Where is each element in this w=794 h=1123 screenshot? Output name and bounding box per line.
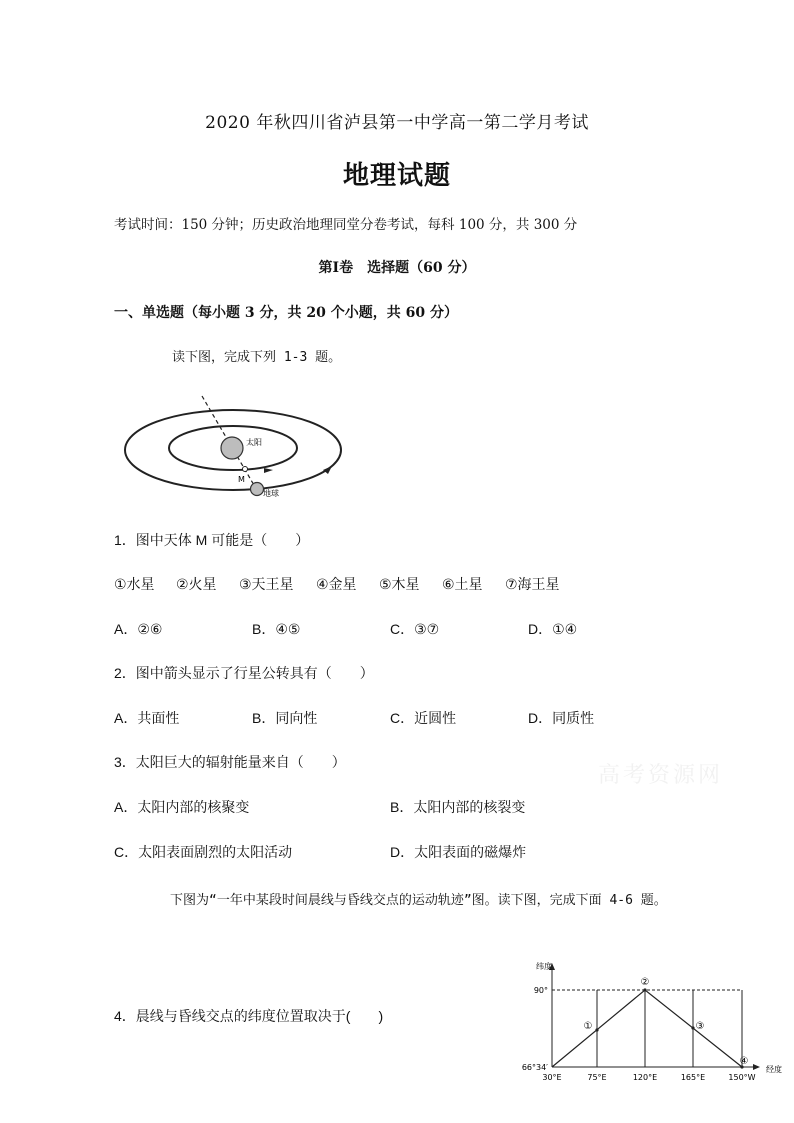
q2-option-a[interactable]: A．共面性 [114,710,180,726]
point-2-marker [643,988,646,991]
q1-choice-6: ⑥土星 [442,576,483,592]
x-tick-165e: 165°E [680,1073,706,1082]
point-3-label: ③ [695,1021,705,1032]
q1-option-a[interactable]: A．②⑥ [114,621,163,637]
point-3-marker [691,1026,694,1029]
question-stem: 图中箭头显示了行星公转具有（ ） [135,665,374,681]
part-title: 一、单选题（每小题 3 分，共 20 个小题，共 60 分） [114,305,458,321]
earth-icon [251,483,264,496]
x-tick-120e: 120°E [632,1073,658,1082]
x-axis-label: 经度 [766,1065,782,1074]
q1-choice-1: ①水星 [114,576,155,592]
point-1-marker [595,1028,598,1031]
question-stem: 太阳巨大的辐射能量来自（ ） [135,754,346,770]
trajectory-line [552,990,742,1067]
x-tick-30e: 30°E [542,1073,562,1082]
sun-label: 太阳 [246,438,262,447]
sun-icon [221,437,243,459]
q1-option-c[interactable]: C．③⑦ [390,621,440,637]
question-number: 1． [114,532,136,548]
q1-choice-2: ②火星 [176,576,217,592]
watermark: 高考资源网 [598,763,724,788]
body-m-icon [243,467,248,472]
question-number: 4． [114,1008,136,1024]
q1-choice-3: ③天王星 [239,576,294,592]
y-axis-label: 纬度 [536,962,552,971]
q1-option-b[interactable]: B．④⑤ [252,621,301,637]
outer-arrow-icon [323,466,332,474]
intro-q1-3: 读下图，完成下列 1-3 题。 [172,350,342,365]
q1-choice-5: ⑤木星 [379,576,420,592]
question-3 [114,752,346,772]
q2-option-d[interactable]: D．同质性 [528,710,595,726]
q3-option-b[interactable]: B．太阳内部的核裂变 [390,799,526,815]
earth-label: 地球 [263,489,279,498]
exam-title: 2020 年秋四川省泸县第一中学高一第二学月考试 [205,113,589,133]
question-1 [114,530,309,550]
q2-option-c[interactable]: C．近圆性 [390,710,457,726]
body-m-label: M [238,475,245,484]
y-tick-66: 66°34′ [521,1063,548,1072]
q1-option-d[interactable]: D．①④ [528,621,578,637]
x-tick-150w: 150°W [728,1073,756,1082]
point-1-label: ① [583,1021,593,1032]
q2-option-b[interactable]: B．同向性 [252,710,318,726]
subject-title: 地理试题 [342,161,451,191]
question-number: 2． [114,665,136,681]
x-tick-75e: 75°E [587,1073,607,1082]
point-2-label: ② [640,977,650,988]
intro-q4-6: 下图为“一年中某段时间晨线与昏线交点的运动轨迹”图。读下图，完成下面 4-6 题。 [170,893,667,908]
q3-option-a[interactable]: A．太阳内部的核聚变 [114,799,250,815]
trajectory-figure [510,955,790,1087]
q1-choice-4: ④金星 [316,576,357,592]
x-axis-arrow-icon [753,1064,760,1070]
section-title: 第Ⅰ卷 选择题（60 分） [318,260,476,276]
solar-orbit-figure [118,392,358,502]
q3-option-c[interactable]: C．太阳表面剧烈的太阳活动 [114,844,293,860]
q1-choice-7: ⑦海王星 [505,576,560,592]
question-stem: 晨线与昏线交点的纬度位置取决于( ) [135,1008,384,1024]
question-stem: 图中天体 M 可能是（ ） [135,532,310,548]
question-4 [114,1006,383,1026]
point-4-label: ④ [739,1056,749,1067]
question-2 [114,663,374,683]
inner-arrow-icon [264,468,273,473]
exam-info: 考试时间：150 分钟；历史政治地理同堂分卷考试，每科 100 分，共 300 分 [114,217,578,233]
y-tick-90: 90° [533,986,548,995]
q3-option-d[interactable]: D．太阳表面的磁爆炸 [390,844,527,860]
question-number: 3． [114,754,136,770]
